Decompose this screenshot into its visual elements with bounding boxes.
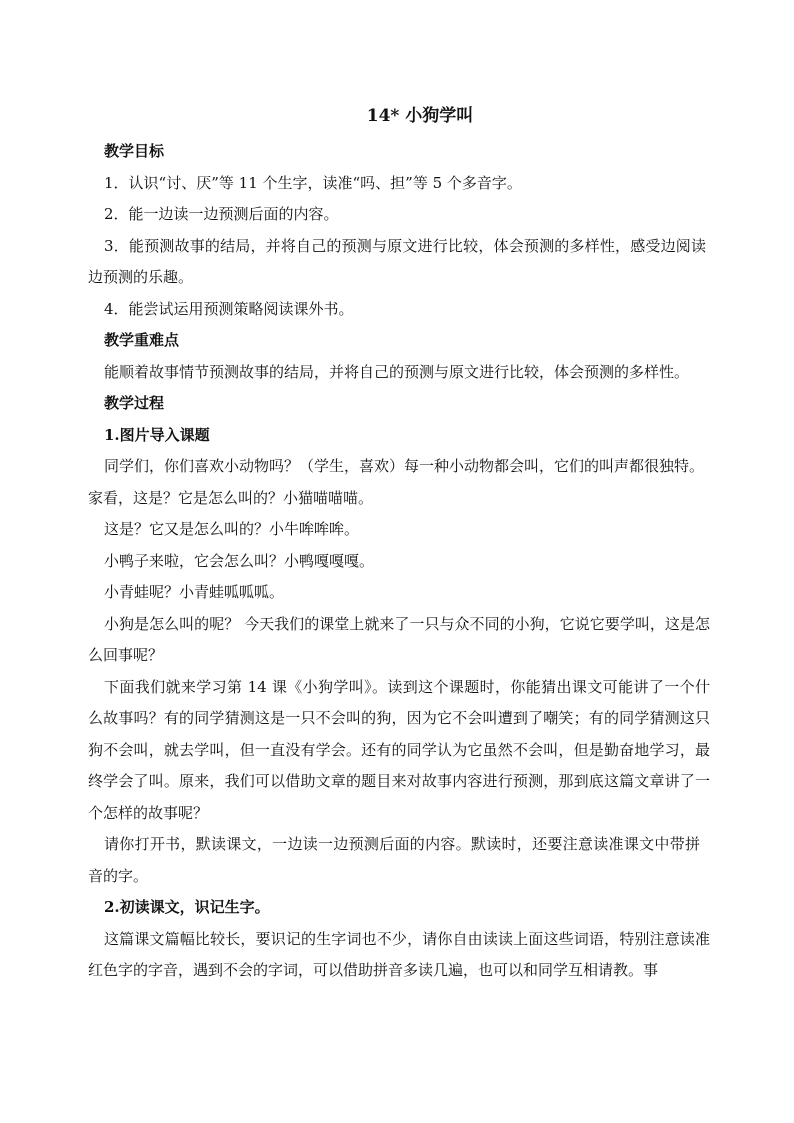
paragraph: 小狗是怎么叫的呢？ 今天我们的课堂上就来了一只与众不同的小狗，它说它要学叫，这是怎么回事呢？: [88, 614, 710, 664]
paragraph: 下面我们就来学习第 14 课《小狗学叫》。读到这个课题时，你能猜出课文可能讲了一个什么故事吗？有的同学猜测这是一只不会叫的狗，因为它不会叫遭到了嘲笑；有的同学猜测这只狗不会叫，就去学叫，但一直没有学会。还有的同学认为它虽然不会叫，但是勤奋地学习，最终学会了叫。原来，我们可以借助文章的题目来对故事内容进行预测，那到底这篇文章讲了一个怎样的故事呢？: [88, 677, 710, 822]
paragraph: 小鸭子来啦，它会怎么叫？小鸭嘎嘎嘎。: [104, 551, 375, 570]
objectives-heading: 教学目标: [104, 142, 165, 160]
document-title: 14* 小狗学叫: [366, 106, 474, 126]
objective-item: 2．能一边读一边预测后面的内容。: [104, 205, 339, 223]
step1-heading: 1.图片导入课题: [104, 425, 210, 444]
objective-item: 1．认识“讨、厌”等 11 个生字，读准“吗、担”等 5 个多音字。: [104, 173, 522, 192]
objective-item: 4．能尝试运用预测策略阅读课外书。: [104, 299, 354, 318]
document-body: [88, 98, 712, 987]
objective-item: 3．能预测故事的结局，并将自己的预测与原文进行比较，体会预测的多样性，感受边阅读边预测的乐趣。: [88, 236, 706, 286]
key-points-text: 能顺着故事情节预测故事的结局，并将自己的预测与原文进行比较，体会预测的多样性。: [104, 362, 690, 381]
paragraph: 同学们，你们喜欢小动物吗？（学生，喜欢）每一种小动物都会叫，它们的叫声都很独特。家看，这是？它是怎么叫的？小猫喵喵喵。: [88, 457, 705, 507]
process-heading: 教学过程: [104, 394, 165, 412]
paragraph: 这是？它又是怎么叫的？小牛哞哞哞。: [104, 520, 360, 538]
paragraph: 小青蛙呢？小青蛙呱呱呱。: [104, 583, 285, 601]
key-points-heading: 教学重难点: [104, 331, 180, 349]
paragraph: 这篇课文篇幅比较长，要识记的生字词也不少，请你自由读读上面这些词语，特别注意读准红色字的字音，遇到不会的字词，可以借助拼音多读几遍，也可以和同学互相请教。事: [88, 929, 710, 979]
step2-heading: 2.初读课文，识记生字。: [104, 898, 270, 916]
paragraph: 请你打开书，默读课文，一边读一边预测后面的内容。默读时，还要注意读准课文中带拼音的字。: [88, 835, 700, 885]
